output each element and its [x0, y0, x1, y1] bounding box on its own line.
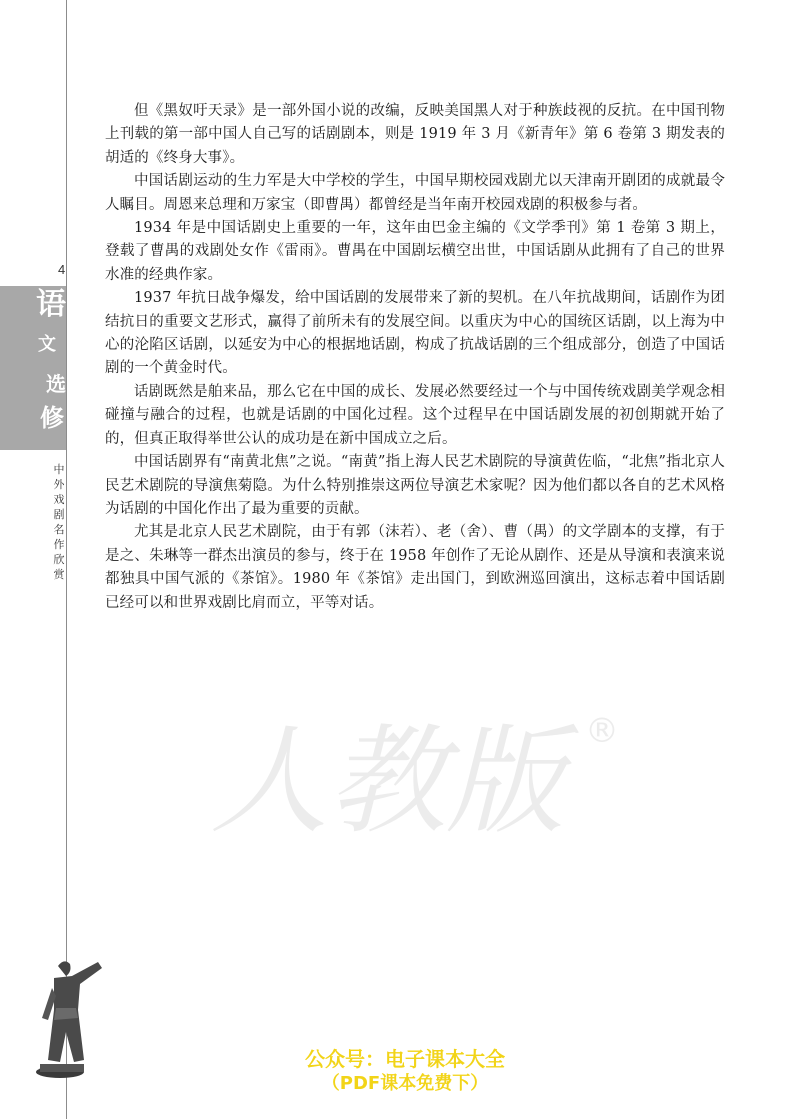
paragraph: 1934 年是中国话剧史上重要的一年，这年由巴金主编的《文学季刊》第 1 卷第 3 期上，登载了曹禺的戏剧处女作《雷雨》。曹禺在中国剧坛横空出世，中国话剧从此拥有了自己的世界水准的经典作家。: [105, 220, 725, 283]
paragraph: 1937 年抗日战争爆发，给中国话剧的发展带来了新的契机。在八年抗战期间，话剧作为团结抗日的重要文艺形式，赢得了前所未有的发展空间。以重庆为中心的国统区话剧，以上海为中心的沦陷区话剧，以延安为中心的根据地话剧，构成了抗战话剧的三个组成部分，创造了中国话剧的一个黄金时代。: [105, 290, 725, 377]
paragraph: 中国话剧运动的生力军是大中学校的学生，中国早期校园戏剧尤以天津南开剧团的成就最令人瞩目。周恩来总理和万家宝（即曹禺）都曾经是当年南开校园戏剧的积极参与者。: [105, 173, 725, 213]
tab-char-wen: 文: [38, 334, 56, 355]
page-number: 4: [58, 262, 66, 277]
promo-line-2: （PDF课本免费下）: [321, 1073, 489, 1094]
bronze-figure-statue-icon: [32, 948, 112, 1080]
paragraph: 但《黑奴吁天录》是一部外国小说的改编，反映美国黑人对于种族歧视的反抗。在中国刊物上刊载的第一部中国人自己写的话剧剧本，则是 1919 年 3 月《新青年》第 6 卷第 3 期发表的胡适的《终身大事》。: [105, 103, 725, 166]
promo-line-1: 公众号：电子课本大全: [305, 1047, 505, 1071]
book-title: 中外戏剧名作欣赏: [53, 463, 65, 581]
watermark-text: 人教版: [210, 712, 565, 850]
tab-char-xuan: 选: [46, 372, 66, 396]
paragraph: 尤其是北京人民艺术剧院，由于有郭（沫若）、老（舍）、曹（禺）的文学剧本的支撑，有于是之、朱琳等一群杰出演员的参与，终于在 1958 年创作了无论从剧作、还是从导演和表演来说都独具中国气派的《茶馆》。1980 年《茶馆》走出国门，到欧洲巡回演出，这标志着中国话剧已经可以和世界戏剧比肩而立，平等对话。: [105, 524, 725, 611]
tab-char-xiu: 修: [40, 403, 64, 432]
paragraph: 话剧既然是舶来品，那么它在中国的成长、发展必然要经过一个与中国传统戏剧美学观念相碰撞与融合的过程，也就是话剧的中国化过程。这个过程早在中国话剧发展的初创期就开始了的，但真正取得举世公认的成功是在新中国成立之后。: [105, 383, 725, 447]
publisher-watermark: [190, 690, 630, 860]
paragraph: 中国话剧界有“南黄北焦”之说。“南黄”指上海人民艺术剧院的导演黄佐临，“北焦”指北京人民艺术剧院的导演焦菊隐。为什么特别推崇这两位导演艺术家呢？因为他们都以各自的艺术风格为话剧的中国化作出了最为重要的贡献。: [105, 454, 725, 517]
tab-char-yu: 语: [36, 287, 66, 322]
body-text: [105, 100, 725, 615]
series-tab: [0, 286, 66, 450]
registered-mark: ®: [585, 711, 619, 751]
promo-banner: [270, 1046, 540, 1096]
